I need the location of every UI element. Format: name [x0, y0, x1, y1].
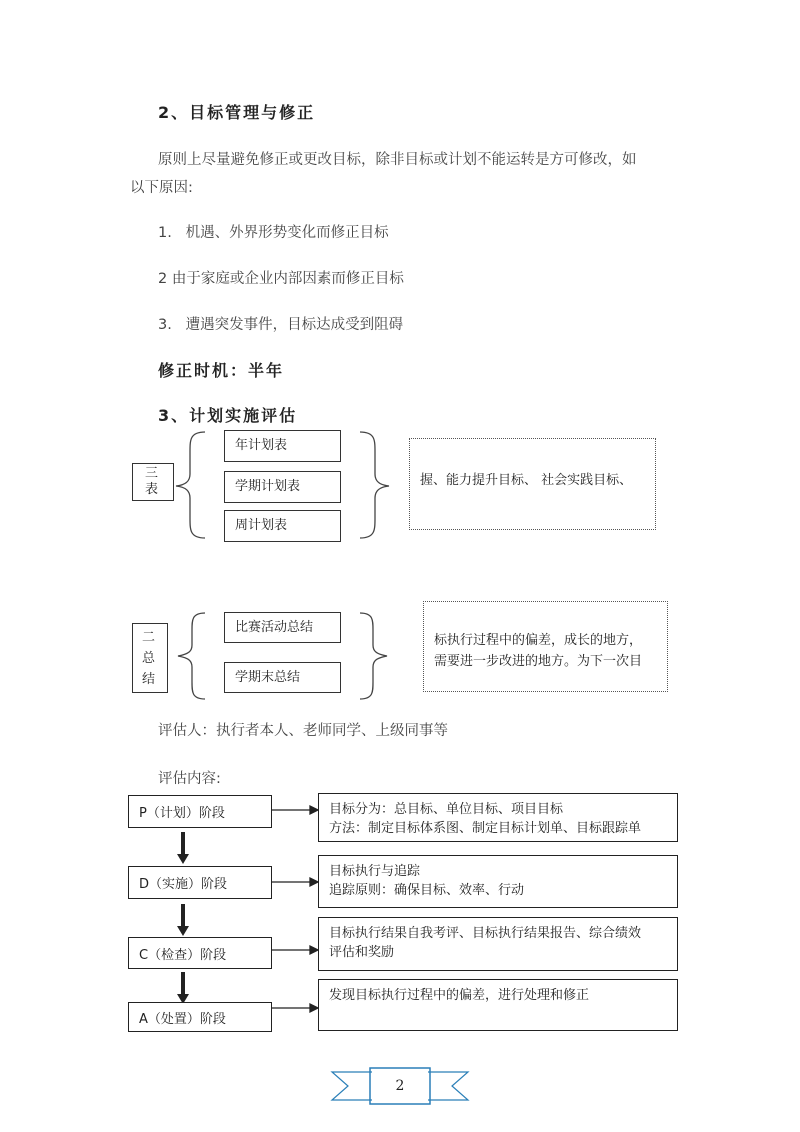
two-summaries-label-3: 结	[142, 672, 156, 687]
intro-line-1: 原则上尽量避免修正或更改目标，除非目标或计划不能运转是方可修改，如	[158, 152, 637, 168]
three-tables-label-2: 表	[145, 482, 159, 497]
reason-item-1: 1. 机遇、外界形势变化而修正目标	[158, 225, 389, 241]
down-arrow-2	[181, 904, 185, 928]
pdca-detail-d-2: 追踪原则：确保目标、效率、行动	[329, 883, 525, 898]
two-summaries-description	[423, 601, 668, 692]
three-tables-label-1: 三	[145, 466, 159, 481]
table-item-semester: 学期计划表	[224, 471, 341, 503]
brace-right-1	[360, 432, 389, 538]
pdca-detail-c	[318, 917, 678, 971]
three-tables-label	[132, 463, 174, 501]
reason-item-3: 3. 遭遇突发事件，目标达成受到阻碍	[158, 317, 404, 333]
two-summaries-label-1: 二	[142, 630, 156, 645]
two-summaries-desc-2: 需要进一步改进的地方。为下一次目	[434, 654, 643, 669]
pdca-detail-p-2: 方法：制定目标体系图、制定目标计划单、目标跟踪单	[329, 821, 642, 836]
page-number: 2	[395, 1078, 405, 1094]
pdca-stage-p: P（计划）阶段	[128, 795, 272, 828]
table-item-week: 周计划表	[224, 510, 341, 542]
three-tables-description: 握、能力提升目标、 社会实践目标、	[409, 438, 656, 530]
brace-left-1	[176, 432, 205, 538]
pdca-detail-d	[318, 855, 678, 908]
down-arrow-3	[181, 972, 185, 996]
pdca-stage-c: C（检查）阶段	[128, 937, 272, 969]
pdca-detail-p	[318, 793, 678, 842]
eval-content-label: 评估内容:	[158, 771, 221, 787]
revision-time: 修正时机：半年	[158, 361, 285, 380]
pdca-detail-a	[318, 979, 678, 1031]
intro-line-2: 以下原因:	[130, 180, 193, 196]
table-item-year: 年计划表	[224, 430, 341, 462]
pdca-detail-c-1: 目标执行结果自我考评、目标执行结果报告、综合绩效	[329, 926, 642, 941]
reason-item-2: 2 由于家庭或企业内部因素而修正目标	[158, 271, 404, 287]
summary-item-competition: 比赛活动总结	[224, 612, 341, 643]
brace-right-2	[360, 613, 387, 699]
summary-item-semester-end: 学期末总结	[224, 662, 341, 693]
pdca-detail-a-1: 发现目标执行过程中的偏差，进行处理和修正	[329, 988, 590, 1003]
brace-left-2	[178, 613, 205, 699]
pdca-detail-d-1: 目标执行与追踪	[329, 864, 421, 879]
pdca-stage-d: D（实施）阶段	[128, 866, 272, 899]
down-arrow-1	[181, 832, 185, 856]
section-heading-2: 2、目标管理与修正	[158, 103, 316, 122]
evaluators: 评估人：执行者本人、老师同学、上级同事等	[158, 723, 448, 739]
two-summaries-label	[132, 623, 168, 693]
pdca-stage-a: A（处置）阶段	[128, 1002, 272, 1032]
pdca-detail-p-1: 目标分为：总目标、单位目标、项目目标	[329, 802, 564, 817]
section-heading-3: 3、计划实施评估	[158, 406, 298, 425]
pdca-detail-c-2: 评估和奖励	[329, 945, 395, 960]
two-summaries-label-2: 总	[142, 651, 156, 666]
two-summaries-desc-1: 标执行过程中的偏差，成长的地方，	[434, 633, 643, 648]
